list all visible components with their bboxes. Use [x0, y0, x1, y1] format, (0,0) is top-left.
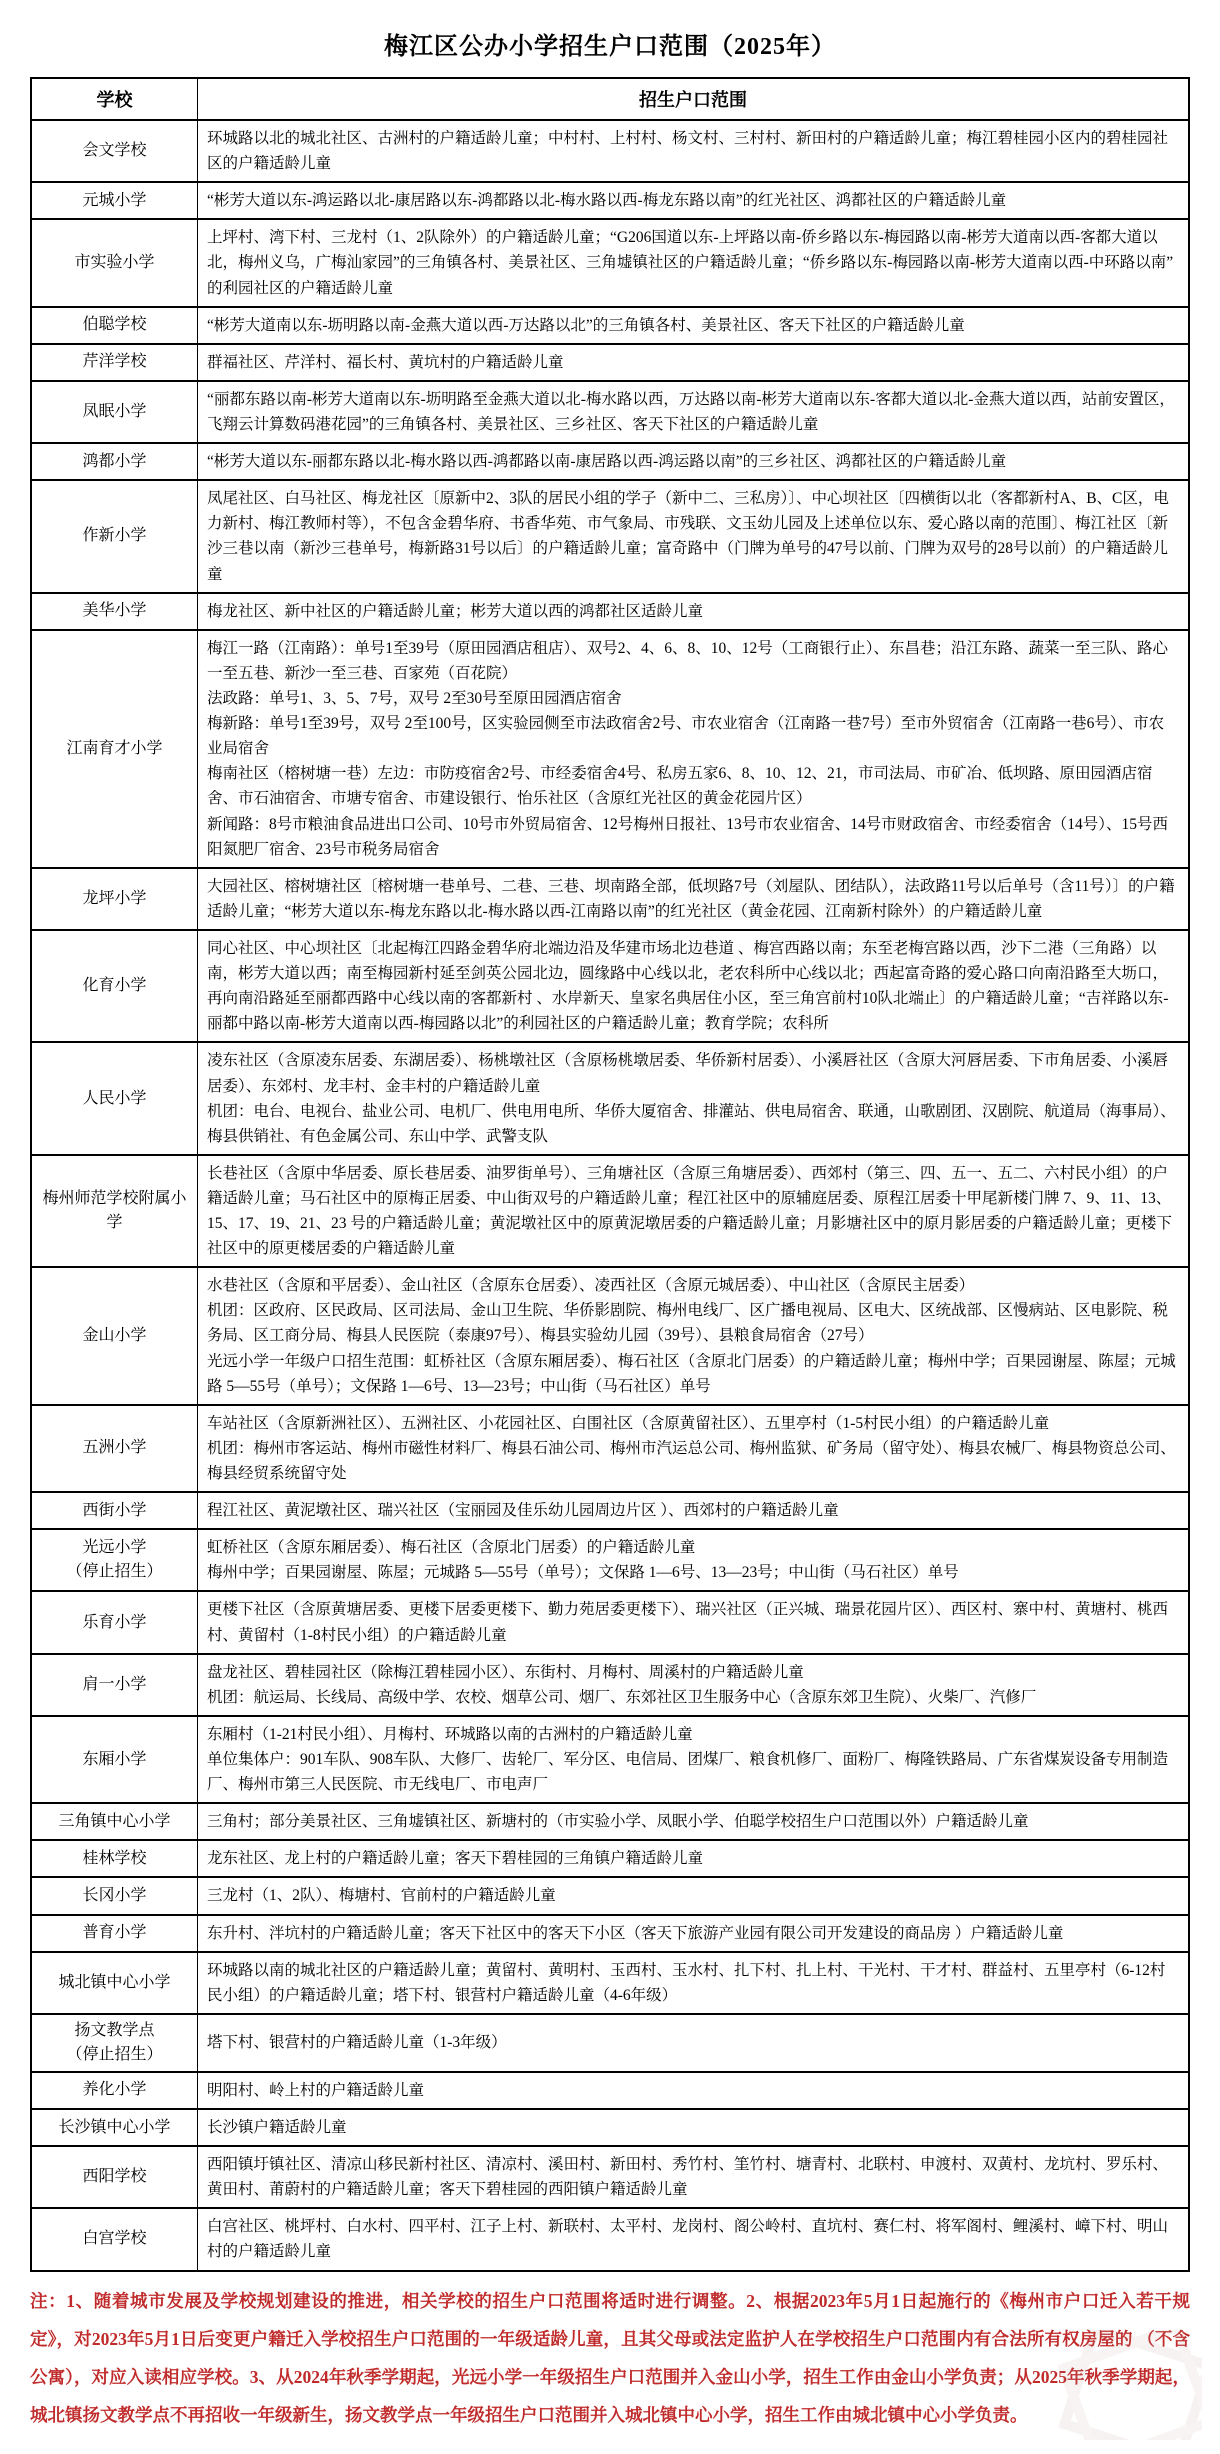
scope-cell [198, 1716, 1190, 1803]
school-name-cell [31, 1654, 198, 1716]
table-row [31, 344, 1189, 381]
scope-line: 机团：航运局、长线局、高级中学、农校、烟草公司、烟厂、东郊社区卫生服务中心（含原东郊卫生院）、火柴厂、汽修厂 [207, 1688, 1037, 1706]
scope-cell [198, 344, 1190, 381]
school-name: 西阳学校 [82, 2168, 147, 2186]
column-header-scope: 招生户口范围 [198, 78, 1190, 120]
table-row [31, 1492, 1189, 1529]
scope-line: 机团：梅州市客运站、梅州市磁性材料厂、梅县石油公司、梅州市汽运总公司、梅州监狱、矿务局（留守处）、梅县农械厂、梅县物资总公司、梅县经贸系统留守处 [207, 1439, 1176, 1483]
school-name-cell [31, 182, 198, 219]
school-name-suffix: （停止招生） [66, 2045, 163, 2063]
school-name-cell [31, 930, 198, 1042]
table-row [31, 630, 1189, 868]
table-row [31, 930, 1189, 1042]
school-name-cell [31, 1915, 198, 1952]
school-name: 东厢小学 [82, 1750, 147, 1768]
school-name: 西街小学 [82, 1501, 147, 1519]
scope-line: 三龙村（1、2队）、梅塘村、官前村的户籍适龄儿童 [207, 1887, 556, 1905]
scope-line: 龙东社区、龙上村的户籍适龄儿童；客天下碧桂园的三角镇户籍适龄儿童 [207, 1850, 704, 1868]
scope-cell [198, 480, 1190, 592]
table-row [31, 2014, 1189, 2072]
school-name: 扬文教学点 [74, 2021, 155, 2039]
scope-line: 长巷社区（含原中华居委、原长巷居委、油罗街单号）、三角塘社区（含原三角塘居委）、西郊村（第三、四、五一、五二、六村民小组）的户籍适龄儿童；马石社区中的原梅正居委、中山街双号的户籍适龄儿童；程江社区中的原辅庭居委、原程江居委十甲尾新楼门牌 7、9、11、13、15、17、19、21、23 号的户籍适龄儿童；黄泥墩社区中的原黄泥墩居委的户籍适龄儿童；月影塘社区中的原月影居委的户籍适龄儿童；更楼下社区中的原更楼居委的户籍适龄儿童 [207, 1164, 1172, 1258]
school-name-cell [31, 2109, 198, 2146]
table-row [31, 1591, 1189, 1653]
scope-line: 车站社区（含原新洲社区）、五洲社区、小花园社区、白围社区（含原黄留社区）、五里亭村（1-5村民小组）的户籍适龄儿童 [207, 1414, 1050, 1432]
scope-line: 大园社区、榕树塘社区〔榕树塘一巷单号、二巷、三巷、坝南路全部，低坝路7号（刘屋队、团结队），法政路11号以后单号（含11号）〕的户籍适龄儿童；“彬芳大道以东-梅龙东路以北-梅水路以西-江南路以南”的红光社区（黄金花园、江南新村除外）的户籍适龄儿童 [207, 877, 1175, 920]
school-name-cell [31, 120, 198, 182]
table-row [31, 593, 1189, 630]
scope-line: 梅新路：单号1至39号，双号 2至100号，区实验园侧至市法政宿舍2号、市农业宿舍（江南路一巷7号）至市外贸宿舍（江南路一巷6号）、市农业局宿舍 [207, 715, 1165, 758]
school-name: 作新小学 [82, 527, 147, 545]
table-row [31, 1840, 1189, 1877]
scope-cell [198, 120, 1190, 182]
scope-cell [198, 2072, 1190, 2109]
school-name: 五洲小学 [82, 1439, 147, 1457]
scope-cell [198, 1042, 1190, 1154]
scope-cell [198, 1654, 1190, 1716]
scope-cell [198, 1492, 1190, 1529]
school-name-cell [31, 307, 198, 344]
school-name: 会文学校 [82, 142, 147, 160]
scope-cell [198, 1952, 1190, 2014]
scope-cell [198, 1840, 1190, 1877]
scope-cell [198, 307, 1190, 344]
scope-cell [198, 219, 1190, 306]
school-name: 城北镇中心小学 [58, 1973, 171, 1991]
school-name-cell [31, 1267, 198, 1405]
scope-line: 环城路以南的城北社区的户籍适龄儿童；黄留村、黄明村、玉西村、玉水村、扎下村、扎上村、干光村、干才村、群益村、五里亭村（6-12村民小组）的户籍适龄儿童；塔下村、银营村户籍适龄儿童（4-6年级） [207, 1961, 1166, 2004]
scope-line: 梅龙社区、新中社区的户籍适龄儿童；彬芳大道以西的鸿都社区适龄儿童 [207, 602, 704, 620]
school-name-cell [31, 593, 198, 630]
table-row [31, 1155, 1189, 1267]
table-row [31, 1952, 1189, 2014]
school-name-cell [31, 2208, 198, 2270]
school-name-cell [31, 344, 198, 381]
scope-line: 水巷社区（含原和平居委）、金山社区（含原东仓居委）、凌西社区（含原元城居委）、中山社区（含原民主居委） [207, 1277, 975, 1295]
table-header [31, 78, 1189, 120]
table-row [31, 1915, 1189, 1952]
table-row [31, 1716, 1189, 1803]
scope-line: 明阳村、岭上村的户籍适龄儿童 [207, 2081, 425, 2099]
header-row [31, 78, 1189, 120]
school-name-suffix: （停止招生） [66, 1563, 163, 1581]
scope-line: 凌东社区（含原凌东居委、东湖居委）、杨桃墩社区（含原杨桃墩居委、华侨新村居委）、小溪唇社区（含原大河唇居委、下市角居委、小溪唇居委）、东郊村、龙丰村、金丰村的户籍适龄儿童 [207, 1052, 1169, 1095]
scope-cell [198, 930, 1190, 1042]
school-name-cell [31, 1840, 198, 1877]
school-name-cell [31, 2072, 198, 2109]
page-title: 梅江区公办小学招生户口范围（2025年） [384, 34, 836, 60]
scope-line: 东升村、泮坑村的户籍适龄儿童；客天下社区中的客天下小区（客天下旅游产业园有限公司开发建设的商品房 ）户籍适龄儿童 [207, 1924, 1064, 1942]
school-name: 光远小学 [82, 1539, 147, 1557]
school-name: 人民小学 [82, 1089, 147, 1107]
scope-cell [198, 1405, 1190, 1492]
school-name-cell [31, 480, 198, 592]
school-name: 三角镇中心小学 [58, 1812, 171, 1830]
scope-line: “丽都东路以南-彬芳大道南以东-坜明路至金燕大道以北-梅水路以西，万达路以南-彬芳大道南以东-客都大道以北-金燕大道以西，站前安置区，飞翔云计算数码港花园”的三角镇各村、美景社区、三乡社区、客天下社区的户籍适龄儿童 [207, 390, 1175, 433]
table-row [31, 307, 1189, 344]
school-name-cell [31, 868, 198, 930]
table-row [31, 2109, 1189, 2146]
table-row [31, 381, 1189, 443]
scope-line: 同心社区、中心坝社区〔北起梅江四路金碧华府北端边沿及华建市场北边巷道 、梅宫西路以南；东至老梅宫路以西，沙下二港（三角路）以南，彬芳大道以西；南至梅园新村延至剑英公园北边，圆缘路中心线以北，老农科所中心线以北；西起富奇路的爱心路口向南沿路至大坜口，再向南沿路延至丽都西路中心线以南的客都新村 、水岸新天、皇家名典居住小区，至三角宫前村10队北端止〕的户籍适龄儿童；“吉祥路以东-丽都中路以南-彬芳大道南以西-梅园路以北”的利园社区的户籍适龄儿童；教育学院；农科所 [207, 939, 1169, 1033]
school-name-cell [31, 1716, 198, 1803]
school-name-cell [31, 630, 198, 868]
table-row [31, 1654, 1189, 1716]
scope-line: 虹桥社区（含原东厢居委）、梅石社区（含原北门居委）的户籍适龄儿童 [207, 1539, 696, 1557]
scope-cell [198, 630, 1190, 868]
school-name: 梅州师范学校附属小学 [42, 1190, 187, 1232]
table-row [31, 120, 1189, 182]
school-name: 肩一小学 [82, 1675, 147, 1693]
school-name-cell [31, 1591, 198, 1653]
school-name: 江南育才小学 [66, 739, 163, 757]
table-row [31, 1405, 1189, 1492]
school-name: 市实验小学 [74, 253, 155, 271]
scope-cell [198, 1915, 1190, 1952]
school-name: 芹洋学校 [82, 353, 147, 371]
school-name-cell [31, 1952, 198, 2014]
school-name-cell [31, 1877, 198, 1914]
table-row [31, 1877, 1189, 1914]
scope-line: 东厢村（1-21村民小组）、月梅村、环城路以南的古洲村的户籍适龄儿童 [207, 1725, 693, 1743]
scope-line: 机团：区政府、区民政局、区司法局、金山卫生院、华侨影剧院、梅州电线厂、区广播电视局、区电大、区统战部、区慢病站、区电影院、税务局、区工商分局、梅县人民医院（泰康97号）、梅县实验幼儿园（39号）、县粮食局宿舍（27号） [207, 1302, 1169, 1345]
enrollment-range-table [30, 77, 1190, 2272]
scope-line: “彬芳大道以东-鸿运路以北-康居路以东-鸿都路以北-梅水路以西-梅龙东路以南”的红光社区、鸿都社区的户籍适龄儿童 [207, 192, 1007, 210]
table-row [31, 1803, 1189, 1840]
scope-cell [198, 1155, 1190, 1267]
scope-cell [198, 593, 1190, 630]
scope-line: 白宫社区、桃坪村、白水村、四平村、江子上村、新联村、太平村、龙岗村、阁公岭村、直坑村、赛仁村、将军阁村、鲤溪村、嶂下村、明山村的户籍适龄儿童 [207, 2218, 1169, 2261]
school-name: 养化小学 [82, 2081, 147, 2099]
table-row [31, 2146, 1189, 2208]
table-row [31, 480, 1189, 592]
school-name-cell [31, 1492, 198, 1529]
school-name: 长冈小学 [82, 1887, 147, 1904]
school-name: 化育小学 [82, 977, 147, 995]
scope-line: 单位集体户：901车队、908车队、大修厂、齿轮厂、军分区、电信局、团煤厂、粮食机修厂、面粉厂、梅隆铁路局、广东省煤炭设备专用制造厂、梅州市第三人民医院、市无线电厂、市电声厂 [207, 1751, 1169, 1794]
table-row [31, 182, 1189, 219]
scope-line: 塔下村、银营村的户籍适龄儿童（1-3年级） [207, 2034, 507, 2052]
school-name: 桂林学校 [82, 1849, 147, 1867]
school-name-cell [31, 219, 198, 306]
school-name: 普育小学 [82, 1924, 147, 1942]
school-name: 元城小学 [82, 191, 147, 209]
school-name: 龙坪小学 [82, 889, 147, 907]
scope-cell [198, 1267, 1190, 1405]
school-name-cell [31, 381, 198, 443]
school-name: 鸿都小学 [82, 452, 147, 470]
scope-cell [198, 1803, 1190, 1840]
scope-cell [198, 381, 1190, 443]
scope-line: 法政路：单号1、3、5、7号，双号 2至30号至原田园酒店宿舍 [207, 689, 622, 707]
school-name-cell [31, 1803, 198, 1840]
school-name: 凤眠小学 [82, 402, 147, 420]
school-name-cell [31, 443, 198, 480]
table-row [31, 2072, 1189, 2109]
scope-line: 上坪村、湾下村、三龙村（1、2队除外）的户籍适龄儿童；“G206国道以东-上坪路以南-侨乡路以东-梅园路以南-彬芳大道南以西-客都大道以北，梅州义乌，广梅汕家园”的三角镇各村、美景社区、三角墟镇社区的户籍适龄儿童；“侨乡路以东-梅园路以南-彬芳大道南以西-中环路以南”的利园社区的户籍适龄儿童 [207, 229, 1174, 297]
scope-line: 凤尾社区、白马社区、梅龙社区〔原新中2、3队的居民小组的学子（新中二、三私房）〕、中心坝社区〔四横街以北（客都新村A、B、C区，电力新村、梅江教师村等），不包含金碧华府、书香华苑、市气象局、市残联、文玉幼儿园及上述单位以东、爱心路以南的范围〕、梅江社区〔新沙三巷以南（新沙三巷单号，梅新路31号以后〕的户籍适龄儿童；富奇路中（门牌为单号的47号以前、门牌为双号的28号以前）的户籍适龄儿童 [207, 490, 1169, 583]
table-row [31, 1042, 1189, 1154]
school-name: 金山小学 [82, 1327, 147, 1345]
scope-line: 梅南社区（榕树塘一巷）左边：市防疫宿舍2号、市经委宿舍4号、私房五家6、8、10、12、21，市司法局、市矿冶、低坝路、原田园酒店宿舍、市石油宿舍、市塘专宿舍、市建设银行、怡乐社区（含原红光社区的黄金花园片区） [207, 765, 1153, 808]
school-name: 美华小学 [82, 602, 147, 620]
scope-line: 三角村；部分美景社区、三角墟镇社区、新塘村的（市实验小学、凤眠小学、伯聪学校招生户口范围以外）户籍适龄儿童 [207, 1813, 1029, 1831]
scope-cell [198, 443, 1190, 480]
scope-line: 盘龙社区、碧桂园社区（除梅江碧桂园小区）、东街村、月梅村、周溪村的户籍适龄儿童 [207, 1663, 804, 1681]
school-name: 伯聪学校 [82, 316, 147, 334]
scope-line: 梅州中学；百果园谢屋、陈屋；元城路 5—55号（单号）；文保路 1—6号、13—23号；中山街（马石社区）单号 [207, 1564, 959, 1582]
scope-cell [198, 868, 1190, 930]
school-name-cell [31, 2146, 198, 2208]
scope-cell [198, 2146, 1190, 2208]
scope-cell [198, 2109, 1190, 2146]
scope-line: 长沙镇户籍适龄儿童 [207, 2119, 347, 2136]
scope-line: 新闻路：8号市粮油食品进出口公司、10号市外贸局宿舍、12号梅州日报社、13号市农业宿舍、14号市财政宿舍、市经委宿舍（14号）、15号西阳氮肥厂宿舍、23号市税务局宿舍 [207, 815, 1169, 858]
school-name-cell [31, 2014, 198, 2072]
table-row [31, 2208, 1189, 2270]
school-name-cell [31, 1405, 198, 1492]
school-name: 长沙镇中心小学 [58, 2118, 171, 2136]
table-row [31, 443, 1189, 480]
table-row [31, 868, 1189, 930]
scope-line: 程江社区、黄泥墩社区、瑞兴社区（宝丽园及佳乐幼儿园周边片区 ）、西郊村的户籍适龄儿童 [207, 1502, 839, 1520]
scope-line: “彬芳大道以东-丽都东路以北-梅水路以西-鸿都路以南-康居路以西-鸿运路以南”的三乡社区、鸿都社区的户籍适龄儿童 [207, 453, 1007, 471]
table-row [31, 219, 1189, 306]
scope-cell [198, 2014, 1190, 2072]
scope-cell [198, 1529, 1190, 1591]
scope-cell [198, 182, 1190, 219]
school-name: 乐育小学 [82, 1613, 147, 1631]
scope-line: 光远小学一年级户口招生范围：虹桥社区（含原东厢居委）、梅石社区（含原北门居委）的户籍适龄儿童；梅州中学；百果园谢屋、陈屋；元城路 5—55号（单号）；文保路 1—6号、13—23号；中山街（马石社区）单号 [207, 1352, 1176, 1395]
scope-cell [198, 2208, 1190, 2270]
scope-cell [198, 1591, 1190, 1653]
scope-line: 环城路以北的城北社区、古洲村的户籍适龄儿童；中村村、上村村、杨文村、三村村、新田村的户籍适龄儿童；梅江碧桂园小区内的碧桂园社区的户籍适龄儿童 [207, 130, 1169, 173]
table-body [31, 120, 1189, 2271]
school-name: 白宫学校 [82, 2230, 147, 2248]
scope-line: 机团：电台、电视台、盐业公司、电机厂、供电用电所、华侨大厦宿舍、排灌站、供电局宿舍、联通，山歌剧团、汉剧院、航道局（海事局）、梅县供销社、有色金属公司、东山中学、武警支队 [207, 1102, 1176, 1145]
table-row [31, 1529, 1189, 1591]
scope-line: 更楼下社区（含原黄塘居委、更楼下居委更楼下、勤力苑居委更楼下）、瑞兴社区（正兴城、瑞景花园片区）、西区村、寨中村、黄塘村、桃西村、黄留村（1-8村民小组）的户籍适龄儿童 [207, 1601, 1169, 1644]
footnote-text: 注：1、随着城市发展及学校规划建设的推进，相关学校的招生户口范围将适时进行调整。2、根据2023年5月1日起施行的《梅州市户口迁入若干规定》，对2023年5月1日后变更户籍迁入学校招生户口范围的一年级适龄儿童，且其父母或法定监护人在学校招生户口范围内有合法所有权房屋的 （不含公寓），对应入读相应学校。3、从2024年秋季学期起，光远小学一年级招生户口范围并入金山小学，招生工作由金山小学负责；从2025年秋季学期起，城北镇扬文教学点不再招收一年级新生，扬文教学点一年级招生户口范围并入城北镇中心小学，招生工作由城北镇中心小学负责。 [30, 2290, 1190, 2425]
column-header-school: 学校 [31, 78, 198, 120]
school-name-cell [31, 1529, 198, 1591]
school-name-cell [31, 1042, 198, 1154]
scope-line: 群福社区、芹洋村、福长村、黄坑村的户籍适龄儿童 [207, 353, 564, 371]
school-name-cell [31, 1155, 198, 1267]
scope-line: 西阳镇圩镇社区、清凉山移民新村社区、清凉村、溪田村、新田村、秀竹村、筀竹村、塘青村、北联村、申渡村、双黄村、龙坑村、罗乐村、黄田村、莆蔚村的户籍适龄儿童；客天下碧桂园的西阳镇户籍适龄儿童 [207, 2156, 1169, 2199]
scope-cell [198, 1877, 1190, 1914]
scope-line: “彬芳大道南以东-坜明路以南-金燕大道以西-万达路以北”的三角镇各村、美景社区、客天下社区的户籍适龄儿童 [207, 316, 965, 334]
scope-line: 梅江一路（江南路）：单号1至39号（原田园酒店租店）、双号2、4、6、8、10、12号（工商银行止）、东昌巷；沿江东路、蔬菜一至三队、路心一至五巷、新沙一至三巷、百家苑（百花院） [207, 639, 1169, 682]
table-row [31, 1267, 1189, 1405]
